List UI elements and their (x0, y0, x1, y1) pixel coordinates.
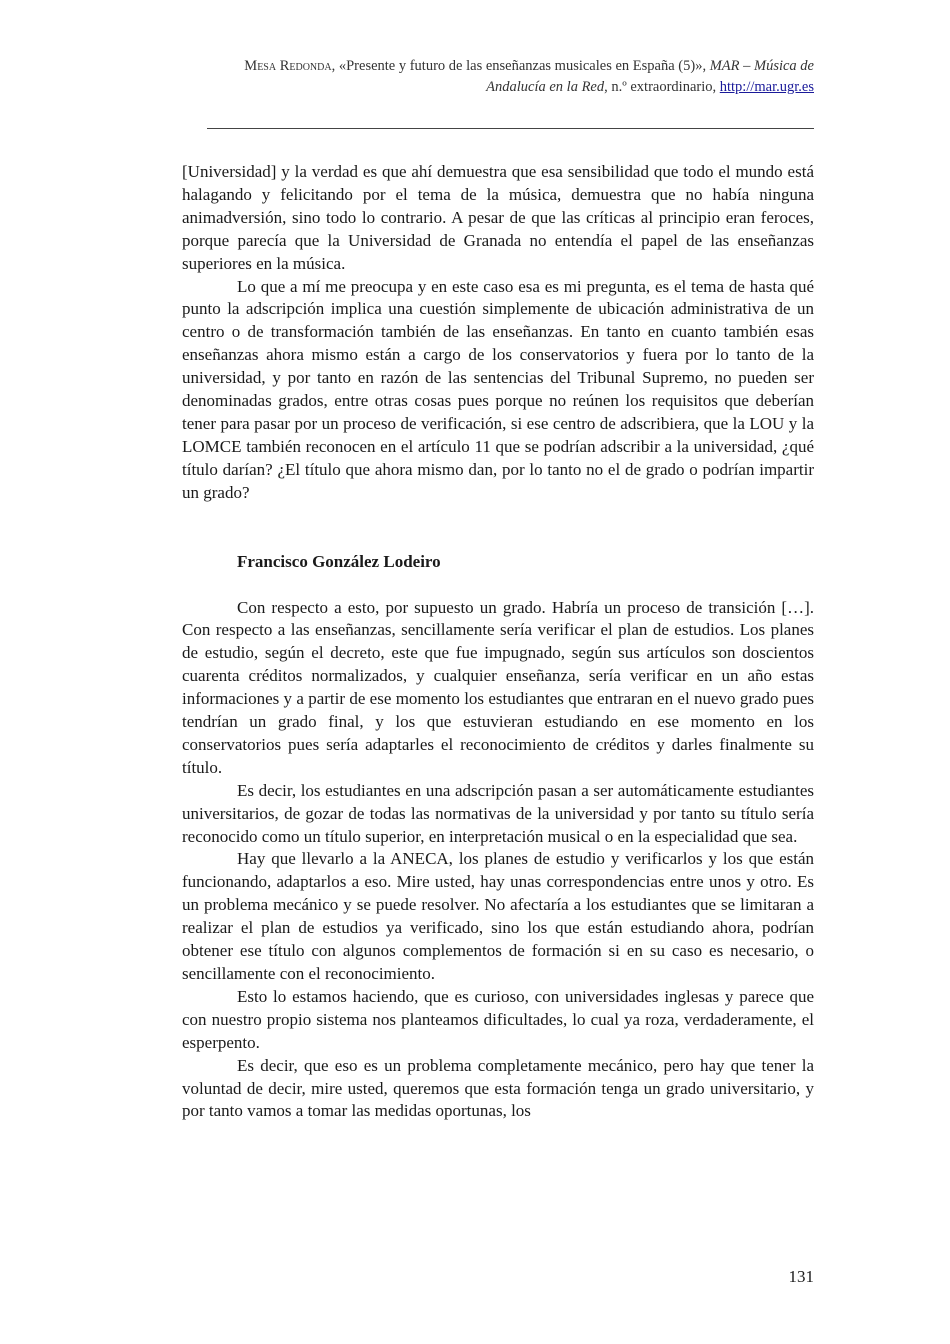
page-number: 131 (788, 1267, 814, 1286)
header-url-link[interactable]: http://mar.ugr.es (719, 79, 814, 95)
paragraph-3: Con respecto a esto, por supuesto un grado. Habría un proceso de transición […]. Con respecto a las enseñanzas, sencillamente sería verificar el plan de estudios. Los planes de estudio, según el decreto, este que fue impugnado, según sus artículos son doscientos cuarenta créditos normalizados, y cualquier enseñanza, sería verificar en un año estas informaciones y a partir de ese momento los estudiantes que entraran en el nuevo grado pues tendrían un grado final, y los que estuvieran estudiando en ese momento en los conservatorios pues sería adaptarles el reconocimiento de créditos y darles finalmente su título. (182, 597, 814, 777)
header-journal: MAR – Música de Andalucía en la Red (486, 58, 814, 95)
main-text (182, 161, 814, 1123)
header-divider (207, 128, 814, 129)
speaker-heading: Francisco González Lodeiro (237, 551, 441, 571)
paragraph-4: Es decir, los estudiantes en una adscripción pasan a ser automáticamente estudiantes universitarios, de gozar de todas las normativas de la universidad y por tanto su título sería reconocido como un título superior, en interpretación musical o en la especialidad que sea. (182, 780, 814, 846)
paragraph-2: Lo que a mí me preocupa y en este caso esa es mi pregunta, es el tema de hasta qué punto la adscripción implica una cuestión simplemente de ubicación administrativa de un centro o de transformación también de las enseñanzas. En tanto en cuanto también esas enseñanzas ahora mismo están a cargo de los conservatorios y fuera por lo tanto de la universidad, y por tanto en razón de las sentencias del Tribunal Supremo, no pueden ser denominadas grados, entre otras cosas pues porque no reúnen los requisitos que deberían tener para pasar por un proceso de verificación, si ese centro de adscribiera, que la LOU y la LOMCE también reconocen en el artículo 11 que se podrían adscribir a la universidad, ¿qué título darían? ¿El título que ahora mismo dan, por lo tanto no el de grado o podrían impartir un grado? (182, 276, 814, 502)
header-title: , «Presente y futuro de las enseñanzas musicales en España (5)», (331, 58, 710, 74)
header-author: Mesa Redonda (244, 58, 332, 74)
header-issue: , n.º extraordinario, (604, 79, 720, 95)
paragraph-5: Hay que llevarlo a la ANECA, los planes de estudio y verificarlos y los que están funcionando, adaptarlos a eso. Mire usted, hay unas correspondencias entre unos y otro. Es un problema mecánico y se puede resolver. No afectaría a los estudiantes que se limitaran a realizar el plan de estudios ya verificado, sino los que están estudiando ahora, podrían obtener ese título con algunos complementos de formación si en su caso es necesario, o sencillamente con el reconocimiento. (182, 849, 814, 983)
paragraph-1: [Universidad] y la verdad es que ahí demuestra que esa sensibilidad que todo el mundo está halagando y felicitando por el tema de la música, demuestra que no había ninguna animadversión, sino todo lo contrario. A pesar de que las críticas al principio eran feroces, porque parecía que la Universidad de Granada no entendía el papel de las enseñanzas superiores en la música. (182, 162, 814, 273)
paragraph-6: Esto lo estamos haciendo, que es curioso, con universidades inglesas y parece que con nuestro propio sistema nos planteamos dificultades, lo cual ya roza, verdaderamente, el esperpento. (182, 986, 814, 1052)
running-header (182, 56, 814, 98)
paragraph-7: Es decir, que eso es un problema completamente mecánico, pero hay que tener la voluntad de decir, mire usted, queremos que esta formación tenga un grado universitario, y por tanto vamos a tomar las medidas oportunas, los (182, 1055, 814, 1121)
